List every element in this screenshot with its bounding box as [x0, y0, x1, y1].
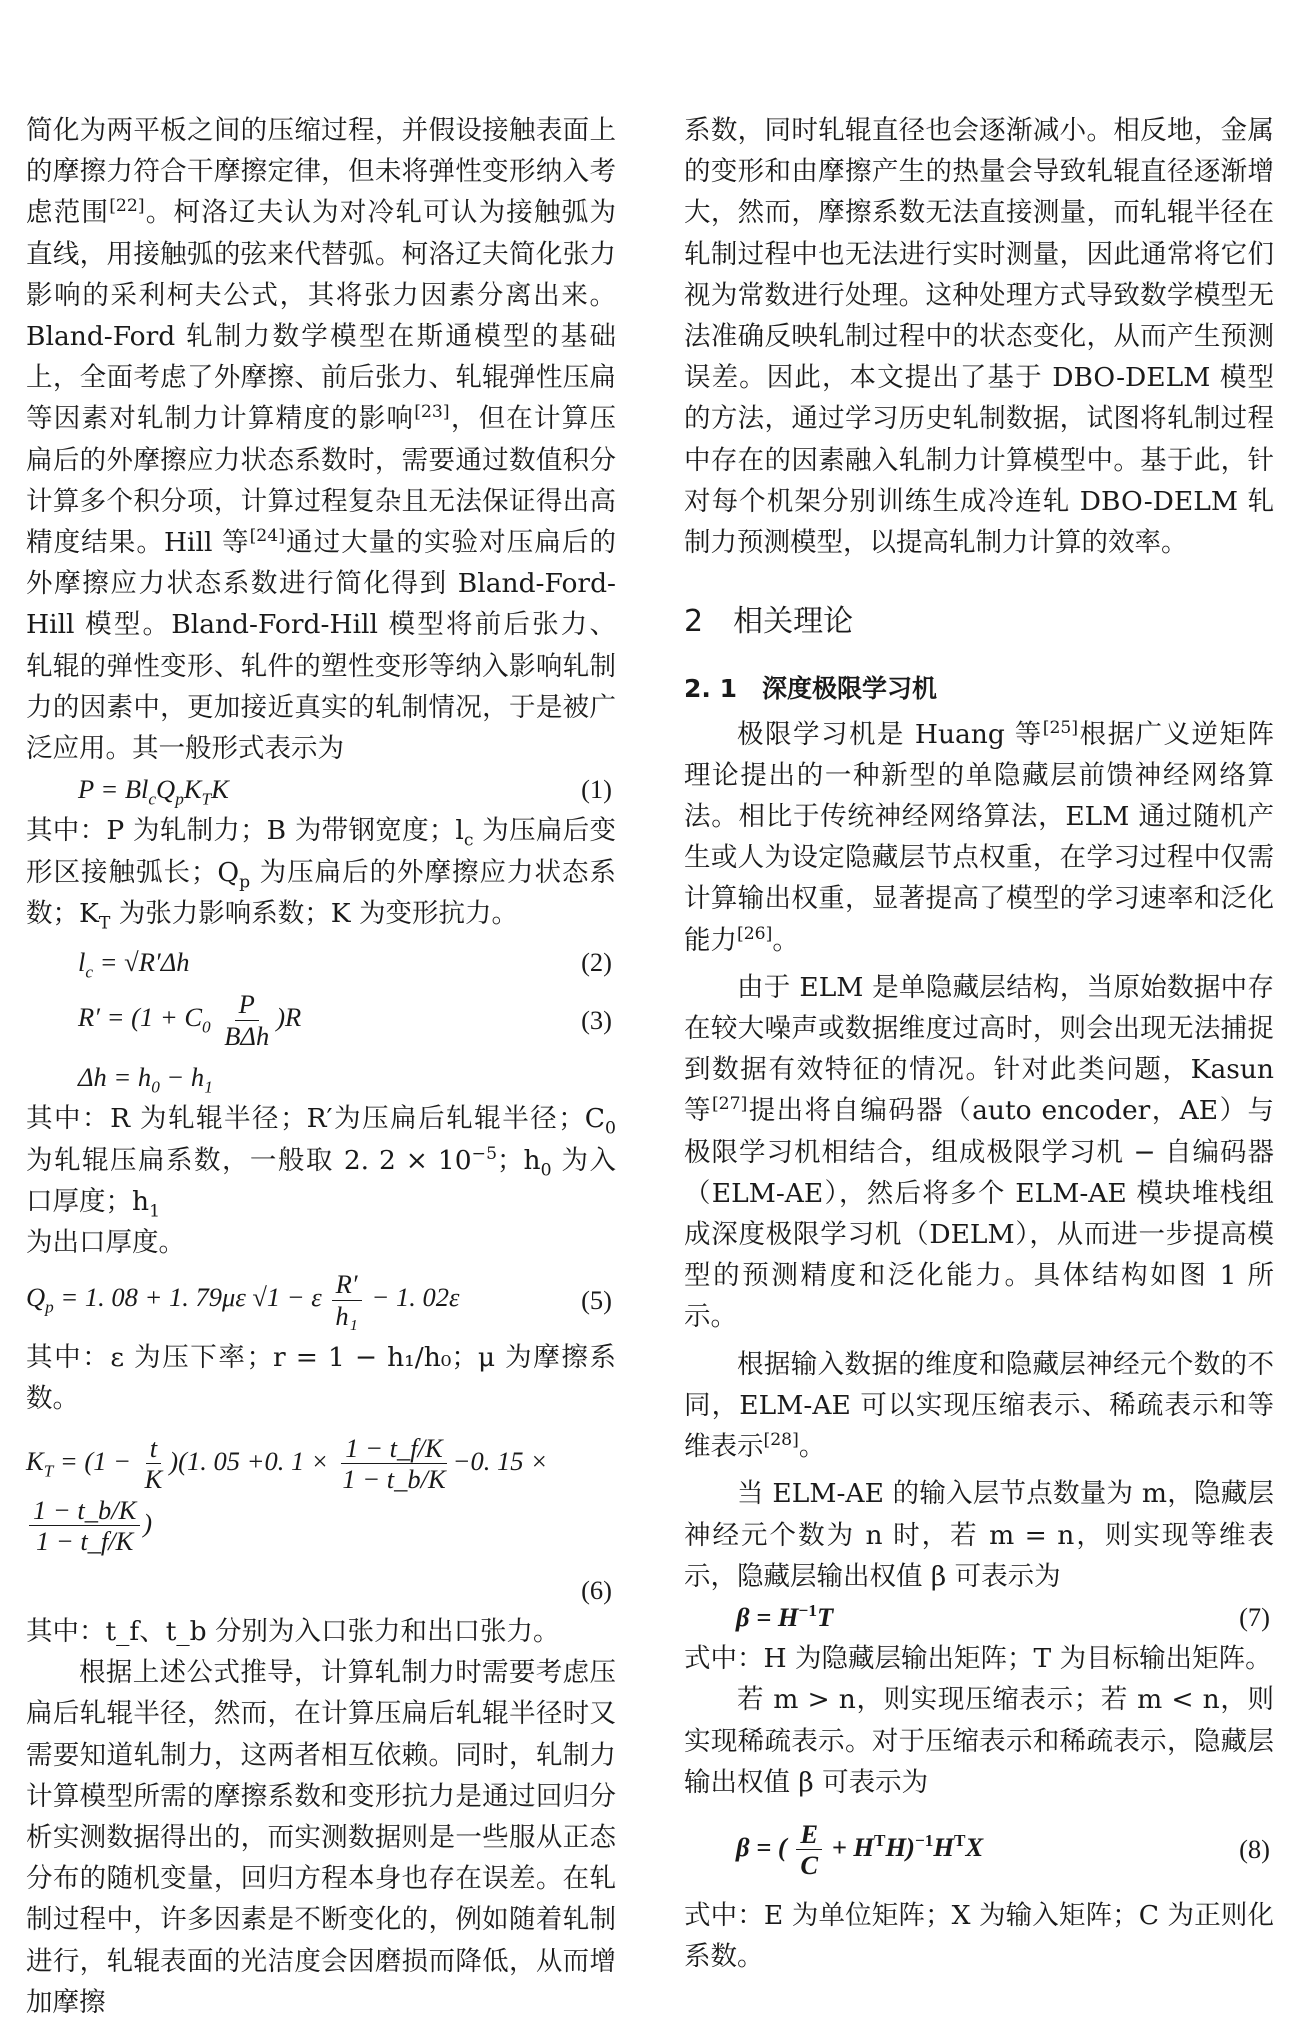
equation-6: $K_T = (1$ − $\frac{t}{K}$ )(1. 05 +0. 1 × $\frac{1 - t\_f/K}{1 - t\_b/K}$ −0. 15 × $\frac{1 - t\_b/K}{1 - t\_f/K}$ )	[26, 1432, 549, 1557]
paragraph: 式中：H 为隐藏层输出矩阵；T 为目标输出矩阵。	[684, 1643, 1272, 1675]
equation-8: β = ( $\frac{E}{C}$ + $H^TH)^{-1}H^TX$ (8)	[736, 1818, 1270, 1881]
equation-2: $l_c = √R'\Delta h$ (2)	[78, 947, 612, 982]
equation-1: $P = Bl_cQ_pK_TK$ (1)	[78, 774, 612, 809]
equation-7: $\beta = H^{-1}T$ (7)	[736, 1601, 1270, 1632]
paragraph: 简化为两平板之间的压缩过程，并假设接触表面上的摩擦力符合干摩擦定律，但未将弹性变形纳入考虑范围[22]。柯洛辽夫认为对冷轧可认为接触弧为直线，用接触弧的弦来代替弧。柯洛辽夫简化张力影响的采利柯夫公式，其将张力因素分离出来。Bland-Ford 轧制力数学模型在斯通模型的基础上，全面考虑了外摩擦、前后张力、轧辊弹性压扁等因素对轧制力计算精度的影响[23]，但在计算压扁后的外摩擦应力状态系数时，需要通过数值积分计算多个积分项，计算过程复杂且无法保证得出高精度结果。Hill 等[24]通过大量的实验对压扁后的外摩擦应力状态系数进行简化得到 Bland-Ford-Hill 模型。Bland-Ford-Hill 模型将前后张力、轧辊的弹性变形、轧件的塑性变形等纳入影响轧制力的因素中，更加接近真实的轧制情况，于是被广泛应用。其一般形式表示为	[26, 115, 617, 765]
left-column	[26, 110, 616, 2023]
paragraph: 当 ELM-AE 的输入层节点数量为 m，隐藏层神经元个数为 n 时，若 m = n，则实现等维表示，隐藏层输出权值 β 可表示为	[684, 1478, 1274, 1592]
paragraph: 根据上述公式推导，计算轧制力时需要考虑压扁后轧辊半径，然而，在计算压扁后轧辊半径时又需要知道轧制力，这两者相互依赖。同时，轧制力计算模型所需的摩擦系数和变形抗力是通过回归分析实测数据得出的，而实测数据则是一些服从正态分布的随机变量，回归方程本身也存在误差。在轧制过程中，许多因素是不断变化的，例如随着轧制进行，轧辊表面的光洁度会因磨损而降低，从而增加摩擦	[26, 1657, 616, 2018]
equation-3: $R' = (1 + C_0$ $\frac{P}{\text{BΔh}}$ )R (3)	[78, 989, 612, 1051]
equation-5: $Q_p = 1$. 08 + 1. 79με √1 − ε $\frac{R'}{\text{h₁}}$ − 1. 02ε (5)	[26, 1269, 612, 1331]
paragraph: 其中：R 为轧辊半径；R′为压扁后轧辊半径；$C_0$ 为轧辊压扁系数，一般取 2. $2 \times 10^{-5}$；$h_0$ 为入口厚度；$h_1$ 为出口厚度。	[26, 1103, 616, 1259]
paragraph: 其中：P 为轧制力；B 为带钢宽度；$l_c$ 为压扁后变形区接触弧长；$Q_p$ 为压扁后的外摩擦应力状态系数；$K_T$ 为张力影响系数；K 为变形抗力。	[26, 815, 616, 934]
paragraph: 其中：ε 为压下率；r = 1 − h₁/h₀；μ 为摩擦系数。	[26, 1342, 616, 1415]
right-column	[684, 110, 1274, 1977]
paragraph: 若 m > n，则实现压缩表示；若 m < n，则实现稀疏表示。对于压缩表示和稀疏表示，隐藏层输出权值 β 可表示为	[684, 1684, 1274, 1798]
paragraph: 由于 ELM 是单隐藏层结构，当原始数据中存在较大噪声或数据维度过高时，则会出现无法捕捉到数据有效特征的情况。针对此类问题，Kasun 等[27]提出将自编码器（auto encoder，AE）与极限学习机相结合，组成极限学习机 − 自编码器（ELM-AE），然后将多个 ELM-AE 模块堆栈组成深度极限学习机（DELM），从而进一步提高模型的预测精度和泛化能力。具体结构如图 1 所示。	[684, 971, 1274, 1333]
section-heading: 2 相关理论	[684, 604, 854, 640]
subsection-heading: 2. 1 深度极限学习机	[684, 674, 937, 704]
equation-4: $\Delta h = h_0 - h_1$	[78, 1062, 213, 1097]
paragraph: 式中：E 为单位矩阵；X 为输入矩阵；C 为正则化系数。	[684, 1899, 1274, 1973]
paragraph: 其中：t_f、t_b 分别为入口张力和出口张力。	[26, 1615, 560, 1647]
equation-6-number: (6)	[581, 1574, 612, 1605]
paragraph: 根据输入数据的维度和隐藏层神经元个数的不同，ELM-AE 可以实现压缩表示、稀疏表示和等维表示[28]。	[684, 1348, 1274, 1463]
paragraph: 系数，同时轧辊直径也会逐渐减小。相反地，金属的变形和由摩擦产生的热量会导致轧辊直径逐渐增大，然而，摩擦系数无法直接测量，而轧辊半径在轧制过程中也无法进行实时测量，因此通常将它们视为常数进行处理。这种处理方式导致数学模型无法准确反映轧制过程中的状态变化，从而产生预测误差。因此，本文提出了基于 DBO-DELM 模型的方法，通过学习历史轧制数据，试图将轧制过程中存在的因素融入轧制力计算模型中。基于此，针对每个机架分别训练生成冷连轧 DBO-DELM 轧制力预测模型，以提高轧制力计算的效率。	[684, 115, 1274, 559]
paragraph: 极限学习机是 Huang 等[25]根据广义逆矩阵理论提出的一种新型的单隐藏层前馈神经网络算法。相比于传统神经网络算法，ELM 通过随机产生或人为设定隐藏层节点权重，在学习过程中仅需计算输出权重，显著提高了模型的学习速率和泛化能力[26]。	[684, 717, 1274, 956]
